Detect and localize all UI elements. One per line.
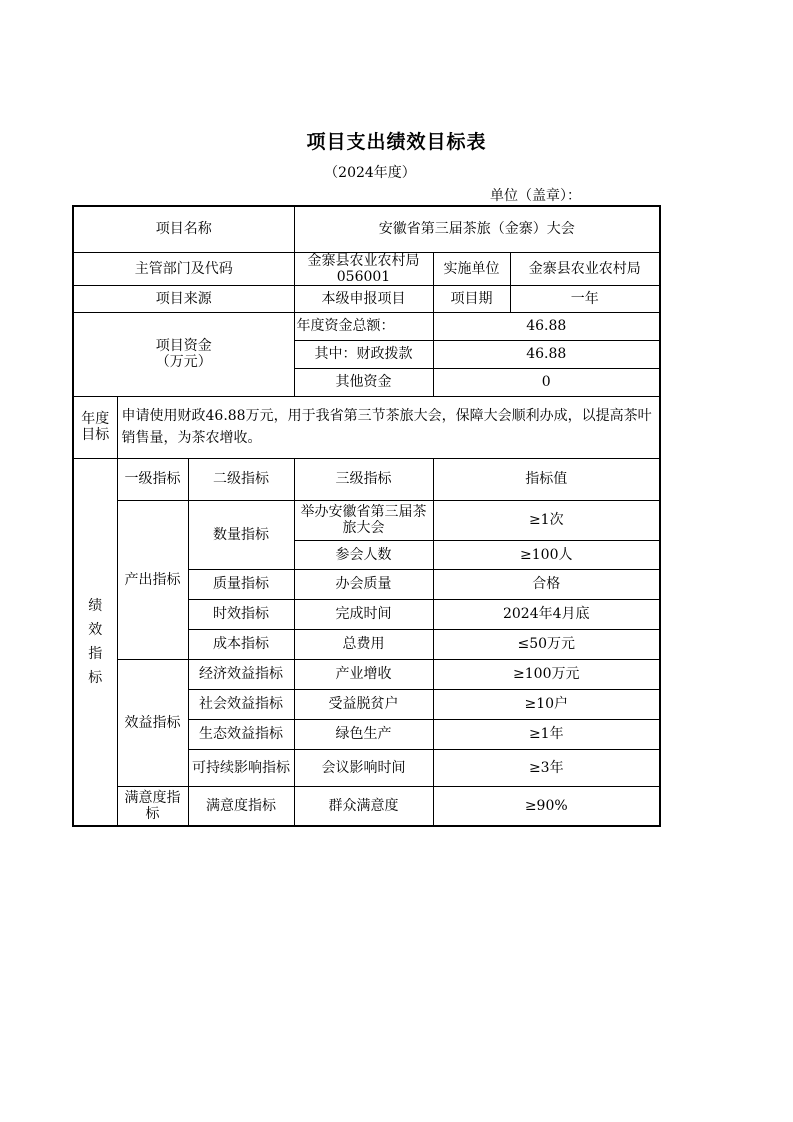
- funds-label-line1: 项目资金: [155, 338, 212, 354]
- year-label: （2024年度）: [324, 165, 416, 181]
- indicator-value: ≥10户: [433, 689, 660, 719]
- level2-quality: 质量指标: [188, 569, 294, 599]
- indicator-value: ≥90%: [433, 786, 660, 826]
- indicator-value: ≥100万元: [433, 659, 660, 689]
- dept-label: 主管部门及代码: [73, 252, 294, 285]
- level2-timeliness: 时效指标: [188, 599, 294, 629]
- indicator-section-label: [73, 458, 117, 826]
- level3-item: 群众满意度: [294, 786, 433, 826]
- goal-label-line2: 目标: [81, 427, 110, 443]
- level2-ecological: 生态效益指标: [188, 719, 294, 749]
- level2-satisfaction: 满意度指标: [188, 786, 294, 826]
- level3-item: 举办安徽省第三届茶旅大会: [294, 500, 433, 540]
- indicator-value: ≥3年: [433, 749, 660, 786]
- goal-text: 申请使用财政46.88万元，用于我省第三节茶旅大会，保障大会顺利办成，以提高茶叶销售量，为茶农增收。: [117, 396, 660, 458]
- header-level3: 三级指标: [294, 458, 433, 500]
- indicator-value: ≥1次: [433, 500, 660, 540]
- project-name-label: 项目名称: [73, 206, 294, 252]
- funds-other-value: 0: [433, 368, 660, 396]
- goal-label: [73, 396, 117, 458]
- level3-item: 会议影响时间: [294, 749, 433, 786]
- source-value: 本级申报项目: [294, 285, 433, 312]
- level3-item: 受益脱贫户: [294, 689, 433, 719]
- source-label: 项目来源: [73, 285, 294, 312]
- indicator-section-char: 绩: [88, 597, 103, 614]
- period-label: 项目期: [433, 285, 510, 312]
- indicator-value: 合格: [433, 569, 660, 599]
- unit-label: 单位（盖章）：: [490, 188, 581, 204]
- funds-total-label: 年度资金总额：: [294, 312, 433, 340]
- indicator-section-char: 效: [88, 621, 103, 638]
- level3-item: 参会人数: [294, 540, 433, 569]
- level3-item: 产业增收: [294, 659, 433, 689]
- level2-economic: 经济效益指标: [188, 659, 294, 689]
- impl-value: 金寨县农业农村局: [510, 252, 660, 285]
- level2-quantity: 数量指标: [188, 500, 294, 569]
- level3-item: 绿色生产: [294, 719, 433, 749]
- level1-output: 产出指标: [117, 500, 188, 659]
- header-value: 指标值: [433, 458, 660, 500]
- level2-cost: 成本指标: [188, 629, 294, 659]
- level1-satisfaction: 满意度指标: [117, 786, 188, 826]
- indicator-value: ≥1年: [433, 719, 660, 749]
- funds-label-line2: （万元）: [155, 354, 212, 370]
- indicator-value: ≤50万元: [433, 629, 660, 659]
- funds-fiscal-value: 46.88: [433, 340, 660, 368]
- funds-other-label: 其他资金: [294, 368, 433, 396]
- level3-item: 总费用: [294, 629, 433, 659]
- header-level2: 二级指标: [188, 458, 294, 500]
- period-value: 一年: [510, 285, 660, 312]
- performance-target-table: [72, 205, 661, 827]
- level3-item: 办会质量: [294, 569, 433, 599]
- indicator-value: 2024年4月底: [433, 599, 660, 629]
- funds-fiscal-label: 其中：财政拨款: [294, 340, 433, 368]
- indicator-section-char: 标: [88, 669, 103, 686]
- level1-benefit: 效益指标: [117, 659, 188, 786]
- indicator-section-char: 指: [88, 645, 103, 662]
- impl-label: 实施单位: [433, 252, 510, 285]
- level2-sustainable: 可持续影响指标: [188, 749, 294, 786]
- level3-item: 完成时间: [294, 599, 433, 629]
- funds-label: [73, 312, 294, 396]
- indicator-value: ≥100人: [433, 540, 660, 569]
- page-title: 项目支出绩效目标表: [306, 131, 487, 153]
- header-level1: 一级指标: [117, 458, 188, 500]
- goal-label-line1: 年度: [81, 411, 110, 427]
- project-name-value: 安徽省第三届茶旅（金寨）大会: [294, 206, 660, 252]
- dept-value: 金寨县农业农村局056001: [294, 252, 433, 285]
- funds-total-value: 46.88: [433, 312, 660, 340]
- level2-social: 社会效益指标: [188, 689, 294, 719]
